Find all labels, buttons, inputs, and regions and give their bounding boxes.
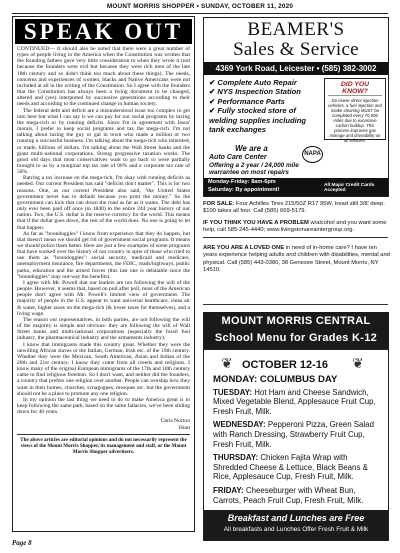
beamer-ad [203,17,389,197]
service-item: ✔ Performance Parts [209,96,285,106]
school-menu [203,349,389,541]
classified-in-home-care: ARE YOU ARE A LOVED ONE in need of in-home care? I have ten years experience helping adults and children with disabilities, mental and physical. Call (585) 443-0380, 38 Genesee Street, Mount Morris, NY 14510. [203,245,390,273]
menu-day: TUESDAY: Hot Ham and Cheese Sandwich, Mixed Vegetable Blend, Applesauce Fruit Cup, Fresh Fruit, Milk. [213,387,376,416]
menu-monday: MONDAY: COLUMBUS DAY [213,374,338,385]
speak-out-paragraph: Barring a tax increase on the mega-rich, I'm okay with running deficits as needed. Our current President has said "deficits don't matter". This is for two reasons. One, as our current President also said, "the United States government never has to default because you print the money." So the government can kick that can down the road as far as it wants. The debt has only ever been paid off once (in 1840) in the entire 244 year history of our nation. Two, the U.S. dollar is the reserve currency for the world. This means that if the dollar goes down, the rest of the world does. No one is going to let that happen. [17,175,190,231]
menu-footer [204,510,388,540]
leaf-icon: ❦ [352,355,364,371]
credit-cards-text: All Major Credit Cards Accepted [324,183,375,193]
divider [203,304,388,305]
beamer-name: BEAMER'S [247,19,345,40]
signature-town: Hunt [178,424,190,431]
speak-out-paragraph: In my opinion the last thing we need to do to make America great is to keep following the same path, based on the same fallacies, we've been sliding down for 40 years. [17,396,190,416]
check-icon: ✔ [209,106,216,116]
menu-footer-free: Breakfast and Lunches are Free [227,513,365,523]
speak-out-title: SPEAK OUT [15,19,192,44]
speak-out-body [13,44,194,415]
classifieds [203,201,390,279]
napa-logo: NAPA [302,146,323,163]
menu-footer-fruit: All breakfasts and Lunches Offer Fresh Fruit & Milk [223,526,369,533]
check-icon: ✔ [209,87,216,97]
speak-out-paragraph: I know that immigrants made this country great. Whether they were the unwilling African slaves or the Italian, German, Irish etc. of the 19th century. Whether they were the Mexican, South American, Asian and Indian of the 20th and 21st century. I know they come from all creeds and religions. I know many of the original European immigrants of the 17th and 18th century came to find religious freedom. So I don't want, and neither did the founders, a country that prefers one religion over another. People can worship how they want in their homes, churches, synagogues, mosques etc. but the government should not be a place to promote any one religion. [17,341,190,397]
speak-out-paragraph: I agree with Mr. Powell that our leaders are not following the will of the people. However, it seems that, based on poll after poll, most of the American people don't agree with Mr. Powell's limited view of government. The majority of people in the U.S. appear to want universal healthcare, clean air & water, higher taxes on the mega-rich (& lower taxes for themselves), and a living wage. [17,279,190,317]
menu-day: FRIDAY: Cheeseburger with Wheat Bun, Carrots, Peach Fruit Cup, Fresh Fruit, Milk. [213,485,364,505]
speak-out-paragraph: As far as "boondoggles" I know from experience that they do happen, but that doesn't mean we should get rid of government social programs. It means we should police them better. Here are just a few examples of some programs that have worked over the history of our country in spite of those who tried to use them as "boondoggles": social security, medicaid and medicare, unemployment insurance, fire departments, the FDIC, roads/highways, public parks, education and the armed forces (this last one is debatable since the "boondoggles" may out-way the benefits). [17,230,190,280]
menu-title-grades: School Menu for Grades K-12 [214,332,378,344]
classified-for-sale: FOR SALE: Four Achilles Tires 215/50Z R17 95W, tread still 3/8' deep. $100 takes all four. Call (585) 669-5179. [203,201,385,215]
check-icon: ✔ [209,78,216,87]
divider [203,237,388,238]
menu-day: WEDNESDAY: Pepperoni Pizza, Green Salad with Ranch Dressing, Strawberry Fruit Cup, Fresh Fruit, Milk. [213,420,374,449]
page-header: MOUNT MORRIS SHOPPER • SUNDAY, OCTOBER 11, 2020 [106,3,294,10]
did-you-know-title: DID YOU KNOW? [328,79,382,96]
menu-day: THURSDAY: Chicken Fajita Wrap with Shredded Cheese & Lettuce, Black Beans & Rice, Applesauce Cup, Fresh Fruit, Milk. [213,453,368,482]
care-line-1: We are a [235,144,268,153]
header-rule [12,13,388,14]
hours-weekday: Monday-Friday: 8am-6pm [208,179,276,185]
speak-out-paragraph: The reason our representatives, in both parties, are not following the will of the majority is simple and obvious- they are following the will of Wall Street banks and multi-national corporations (especially the fossil fuel industry, the pharmaceutical industry and the armaments industry). [17,316,190,342]
beamer-subtitle: Sales & Service [233,39,359,60]
page-number: Page 8 [12,539,32,547]
speak-out-paragraph: CONTINUED— It should also be noted that there were a great number of types of people living in the America when the Constitution was written that the founding fathers gave very little consideration to when they wrote it (not because the founders were evil but because they were rich men of the late 18th century and so didn't think too much about these things). The needs, concerns and experiences of women, blacks and Native Americans were not included at all in the writing of the Constitution. So I agree with the founders that the Constitution has always been a living document to be changed, altered and (yes) interpreted by successive generations according to their needs and according to the continued change in human society. [17,46,190,108]
menu-date: OCTOBER 12-16 [242,359,328,371]
speak-out-column [12,16,195,532]
did-you-know-box [324,78,386,143]
classified-alcohol-help: IF YOU THINK YOU HAVE A PROBLEM w/alcohol and you want some help, call 585-245-4440; www.livingstonareaintergroup.org. [203,220,387,234]
signature-name: Chris Norton [160,418,190,425]
divider [17,434,190,435]
speak-out-paragraph: The federal debt and deficit are a misunderstood issue too complex to get into here but what I can say is we can pay for our social programs by taxing the mega-rich or by running deficits. Since I'm in agreement with Jesus' morals, I prefer to keep social programs and tax the mega-rich. I'm not talking about taxing the guy or gal in town who made a million or two running a successful business. I'm talking about the mega-rich who inherited, or made, billions of dollars. I'm talking about the Wall Street banks and the giant multi-national corporations. Strong progressive taxation works. The good old days that most conservatives want to go back to were partially brought to us by a marginal top tax rate of 90% and a corporate tax rate of 50%. [17,107,190,176]
warranty-text: Offering a 2 year / 24,000 mile warrantee on most repairs [209,162,299,177]
leaf-icon: ❦ [221,355,233,371]
service-item: ✔ NYS Inspection Station [209,87,301,97]
beamer-address: 4369 York Road, Leicester • (585) 382-3002 [204,62,388,75]
did-you-know-text: Do newer direct injection vehicles, a fuel injection and intake cleaning MUST be completed every 70,000 miles due to excessive carbon buildup. This process improves gas mileage and driveability on all vehicles. [328,98,382,143]
menu-title-school: MOUNT MORRIS CENTRAL [221,315,371,327]
check-icon: ✔ [209,96,216,106]
editorial-disclaimer: The above articles are editorial opinions and do not necessarily represent the views of the Mount Morris Shopper, its management and staff, or the Mount Morris Shopper advertisers. [20,436,187,455]
hours-saturday: Saturday: By appointment! [208,186,280,193]
menu-body [213,375,381,509]
menu-title [203,312,389,349]
signature [13,418,190,430]
care-line-2: Auto Care Center [209,154,267,161]
beamer-services [209,78,321,134]
service-item: ✔ Complete Auto Repair [209,78,297,87]
service-item: ✔ Fully stocked store of welding supplies including tank exchanges [209,106,307,135]
